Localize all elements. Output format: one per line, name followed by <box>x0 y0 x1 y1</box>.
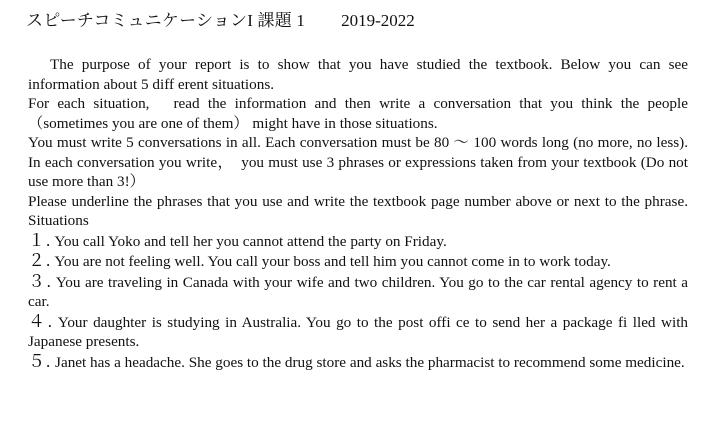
situation-number: ５. <box>28 351 52 371</box>
situation-item-1 <box>28 231 688 252</box>
situation-text: You call Yoko and tell her you cannot attend the party on Friday. <box>54 232 447 250</box>
situation-number: ４. <box>28 311 53 331</box>
situation-number: １. <box>28 230 52 250</box>
document-header <box>26 10 415 32</box>
situation-number: ３. <box>28 271 52 291</box>
situation-text: You are traveling in Canada with your wife and two children. You go to the car rental agency to rent a car. <box>28 273 688 310</box>
situation-item-3 <box>28 272 688 312</box>
situation-item-2 <box>28 251 688 272</box>
situation-text: You are not feeling well. You call your boss and tell him you cannot come in to work today. <box>54 253 611 270</box>
situation-item-5 <box>28 352 688 373</box>
situation-item-4 <box>28 312 688 352</box>
intro-paragraph-requirements: You must write 5 conversations in all. Each conversation must be 80 ～ 100 words long (no more, no less). In each conversation you write， you must use 3 phrases or expressions taken from your textbook (Do not use more than 3!） <box>28 134 707 190</box>
situation-text: Your daughter is studying in Australia. You go to the post offi ce to send her a package fi lled with Japanese presents. <box>28 313 689 350</box>
situation-number: ２. <box>28 251 52 270</box>
intro-paragraph-instructions: For each situation, read the information and then write a conversation that you think the people （sometimes you are one of them） might have in those situations. <box>28 95 688 132</box>
situation-text: Janet has a headache. She goes to the drug store and asks the pharmacist to recommend some medicine. <box>55 353 685 371</box>
assignment-title: スピーチコミュニケーションI 課題 1 <box>26 11 306 30</box>
intro-paragraph-purpose: The purpose of your report is to show that you have studied the textbook. Below you can see information about 5 diff erent situations. <box>28 56 688 93</box>
document-body <box>28 55 707 372</box>
assignment-years: 2019-2022 <box>341 11 415 30</box>
intro-paragraph-underline: Please underline the phrases that you use and write the textbook page number above or next to the phrase. Situations <box>28 192 688 229</box>
